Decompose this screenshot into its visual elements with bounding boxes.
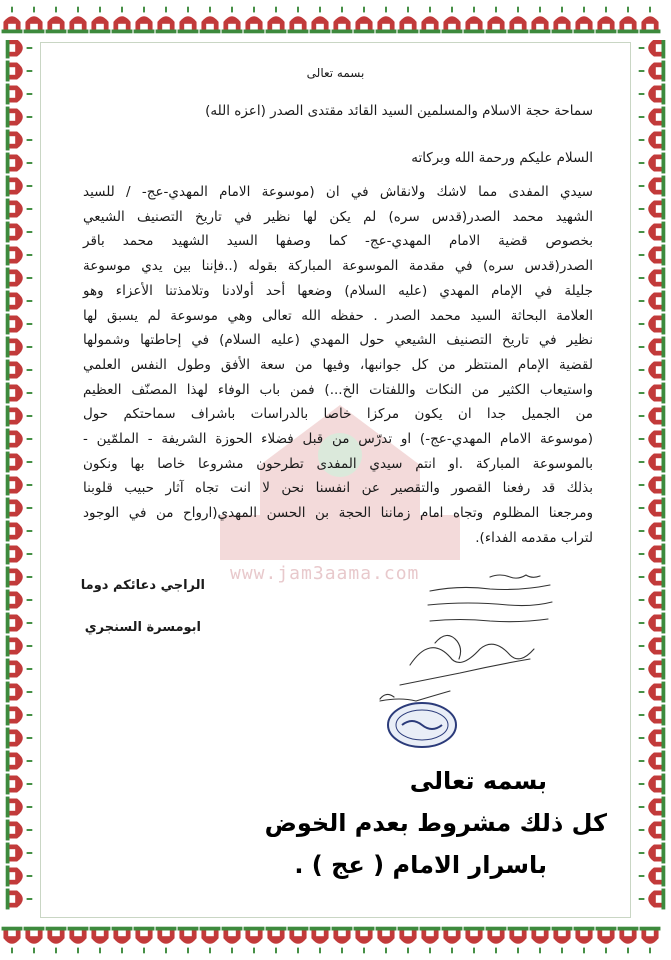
border-motif [156, 927, 177, 954]
watermark-url: www.jam3aama.com [230, 563, 420, 584]
border-motif [639, 199, 666, 220]
letter-closing: الراجي دعائكم دوما [80, 578, 205, 593]
border-motif [6, 521, 33, 542]
border-motif [6, 268, 33, 289]
border-motif [310, 927, 331, 954]
border-motif [6, 199, 33, 220]
border-motif [200, 927, 221, 954]
border-motif [46, 927, 67, 954]
body-line: ومرجعنا المظلوم وتجاه امام زماننا الحجة بن الحسن المهدي(ارواح من في الوجود [83, 505, 593, 522]
border-motif [46, 7, 67, 34]
border-motif [222, 7, 243, 34]
letter-besmala: بسمه تعالى [306, 66, 365, 80]
border-motif [486, 927, 507, 954]
border-motif [442, 7, 463, 34]
border-motif [200, 7, 221, 34]
border-motif [639, 360, 666, 381]
reply-line-1: بسمه تعالى [409, 767, 547, 795]
border-motif [639, 130, 666, 151]
border-motif [112, 7, 133, 34]
border-motif [90, 927, 111, 954]
border-motif [464, 927, 485, 954]
border-motif [6, 682, 33, 703]
border-motif [639, 843, 666, 864]
border-motif [639, 751, 666, 772]
border-motif [6, 314, 33, 335]
border-motif [6, 383, 33, 404]
border-motif [90, 7, 111, 34]
border-motif [6, 498, 33, 519]
border-motif [639, 544, 666, 565]
border-motif [6, 40, 33, 58]
border-motif [639, 659, 666, 680]
border-motif [6, 636, 33, 657]
border-bottom-ornament [0, 920, 671, 960]
border-motif [24, 927, 45, 954]
border-motif [6, 107, 33, 128]
border-motif [508, 7, 529, 34]
border-motif [398, 927, 419, 954]
border-motif [6, 728, 33, 749]
border-motif [574, 7, 595, 34]
border-motif [310, 7, 331, 34]
border-motif [618, 7, 639, 34]
body-line: من الجميل جدا ان يكون مركزا خاصا بالدراسات باشراف سماحتكم حول [83, 406, 593, 423]
border-motif [6, 774, 33, 795]
border-motif [639, 406, 666, 427]
border-motif [134, 7, 155, 34]
border-motif [112, 927, 133, 954]
border-motif [486, 7, 507, 34]
border-motif [639, 774, 666, 795]
border-motif [6, 452, 33, 473]
border-motif [376, 927, 397, 954]
border-motif [6, 130, 33, 151]
border-motif [156, 7, 177, 34]
border-motif [639, 820, 666, 841]
border-motif [6, 360, 33, 381]
border-motif [6, 820, 33, 841]
border-motif [6, 222, 33, 243]
border-motif [639, 613, 666, 634]
border-motif [354, 927, 375, 954]
body-line: الشهيد محمد الصدر(قدس سره) لم يكن لها نظير في تاريخ التصنيف الشيعي [83, 208, 593, 225]
border-motif [420, 927, 441, 954]
body-line: بذلك قد رفعنا القصور والتقصير عن انفسنا نحن لا انت تجاه آثار حبيب قلوبنا [83, 480, 593, 497]
border-motif [639, 314, 666, 335]
border-motif [244, 927, 265, 954]
border-motif [640, 927, 661, 954]
border-motif [6, 889, 33, 910]
border-motif [6, 843, 33, 864]
border-motif [639, 636, 666, 657]
letter-signer: ابومسرة السنجري [84, 620, 201, 635]
border-motif [6, 613, 33, 634]
border-motif [639, 429, 666, 450]
border-motif [639, 40, 666, 58]
border-motif [552, 7, 573, 34]
border-motif [639, 176, 666, 197]
body-line: سيدي المفدى مما لاشك ولانقاش في ان (موسوعة الامام المهدي-عج- / للسيد [83, 184, 593, 200]
border-motif [639, 452, 666, 473]
border-right-ornament [633, 40, 671, 920]
border-motif [398, 7, 419, 34]
border-motif [178, 7, 199, 34]
border-motif [639, 705, 666, 726]
body-line: بالموسوعة المباركة .او انتم سيدي المفدى تطرحون مشروعا خاصا بها ونكون [83, 455, 593, 472]
border-motif [464, 7, 485, 34]
border-motif [639, 222, 666, 243]
border-motif [618, 927, 639, 954]
body-line: لقضية الإمام المنتظر من كل جوانبها، وفيها من سعة الأفق وطول النفس العلمي [83, 356, 593, 373]
border-motif [2, 927, 23, 954]
body-line: الصدر(قدس سره) في مقدمة الموسوعة المباركة بقوله (..فإننا بين يدي موسوعة [83, 258, 593, 275]
border-motif [288, 927, 309, 954]
body-line: واستيعاب الكثير من النكات واللفتات الخ...) فمن باب الوفاء لهذا المصنّف العظيم [83, 381, 593, 398]
body-line: جليلة في الإمام المهدي (عليه السلام) وضعها أحد أولادنا وتلامذتنا الأعزاء وهو [83, 282, 593, 299]
border-motif [6, 337, 33, 358]
border-motif [639, 866, 666, 887]
border-motif [6, 429, 33, 450]
border-motif [6, 659, 33, 680]
border-motif [639, 268, 666, 289]
border-motif [639, 728, 666, 749]
body-line: نظير في تاريخ التصنيف الشيعي حول المهدي (عليه السلام) في إحاطتها وشمولها [83, 332, 593, 349]
border-motif [639, 590, 666, 611]
letter-greeting: السلام عليكم ورحمة الله وبركاته [411, 150, 593, 166]
border-motif [6, 84, 33, 105]
border-motif [68, 927, 89, 954]
body-line: بخصوص قضية الامام المهدي-عج- كما وصفها السيد الشهيد محمد باقر [83, 233, 593, 250]
border-motif [639, 682, 666, 703]
border-motif [288, 7, 309, 34]
border-motif [332, 7, 353, 34]
border-motif [574, 927, 595, 954]
border-motif [530, 7, 551, 34]
border-motif [639, 153, 666, 174]
border-motif [596, 7, 617, 34]
border-motif [266, 927, 287, 954]
reply-line-2: كل ذلك مشروط بعدم الخوض [264, 809, 607, 837]
border-motif [6, 751, 33, 772]
border-motif [639, 383, 666, 404]
border-motif [640, 7, 661, 34]
border-motif [6, 544, 33, 565]
reply-line-3: باسرار الامام ( عج ) . [294, 851, 547, 879]
border-motif [6, 866, 33, 887]
border-motif [530, 927, 551, 954]
border-motif [24, 7, 45, 34]
border-top-ornament [0, 0, 671, 40]
border-motif [420, 7, 441, 34]
body-line: (موسوعة الامام المهدي-عج-) او تدرّس من قبل فضلاء الحوزة الشريفة - الملمّين - [83, 431, 593, 448]
border-motif [6, 475, 33, 496]
border-motif [2, 7, 23, 34]
border-motif [639, 498, 666, 519]
border-motif [552, 927, 573, 954]
border-motif [6, 567, 33, 588]
border-motif [6, 797, 33, 818]
border-motif [222, 927, 243, 954]
handwritten-signature-and-seal [340, 565, 580, 755]
handwritten-reply [127, 760, 607, 886]
border-left-ornament [0, 40, 38, 920]
border-motif [596, 927, 617, 954]
border-motif [6, 590, 33, 611]
border-motif [6, 153, 33, 174]
border-motif [639, 107, 666, 128]
border-motif [266, 7, 287, 34]
border-motif [508, 927, 529, 954]
border-motif [134, 927, 155, 954]
border-motif [639, 291, 666, 312]
border-motif [6, 291, 33, 312]
border-motif [639, 84, 666, 105]
border-motif [442, 927, 463, 954]
border-motif [639, 245, 666, 266]
border-motif [6, 245, 33, 266]
letter-body [83, 180, 593, 551]
border-motif [332, 927, 353, 954]
border-motif [639, 567, 666, 588]
body-line: لتراب مقدمه الفداء). [475, 529, 593, 546]
letter-addressee: سماحة حجة الاسلام والمسلمين السيد القائد مقتدى الصدر (اعزه الله) [205, 103, 593, 119]
border-motif [68, 7, 89, 34]
border-motif [639, 797, 666, 818]
border-motif [354, 7, 375, 34]
border-motif [639, 337, 666, 358]
border-motif [639, 521, 666, 542]
border-motif [639, 889, 666, 910]
border-motif [244, 7, 265, 34]
body-line: العلامة البحاثة السيد محمد الصدر . حفظه الله تعالى وهي موسوعة لم يسبق لها [83, 307, 593, 324]
border-motif [376, 7, 397, 34]
border-motif [639, 475, 666, 496]
border-motif [6, 406, 33, 427]
border-motif [6, 176, 33, 197]
border-motif [178, 927, 199, 954]
border-motif [6, 705, 33, 726]
